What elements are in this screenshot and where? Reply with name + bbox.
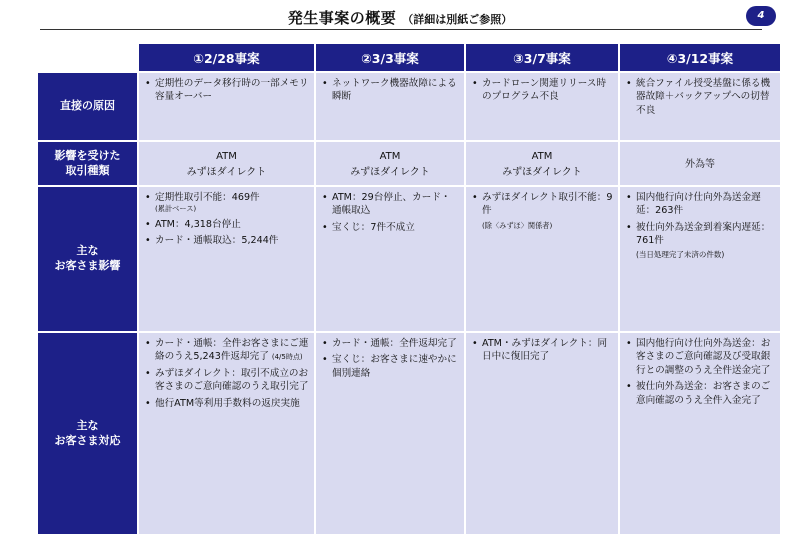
row-label-customer-response [38,333,137,534]
list-item-text: カード・通帳：全件お客さまにご連絡のうえ5,243件返却完了 [155,338,309,363]
row-label-line: 主な [76,244,99,258]
page-title: 発生事案の概要 [287,9,397,27]
list-item: • カードローン関連リリース時のプログラム不良 [471,77,613,104]
list-item-note: (累計ベース) [155,204,197,214]
title-underline [40,29,762,30]
list-item: • ATM・みずほダイレクト：同日中に復旧完了 [471,337,613,364]
list-item: • 宝くじ：7件不成立 [321,221,459,234]
row-label-line: お客さま影響 [54,259,121,272]
affected-transactions-incident-1 [139,142,314,185]
list-item: • 国内他行向け仕向外為送金：お客さまのご意向確認及び受取銀行との調整のうえ全件送金完了 [625,337,775,377]
row-label-line: 影響を受けた [54,148,121,162]
row-label-direct-cause: 直接の原因 [38,73,137,140]
customer-response-incident-1 [139,333,314,534]
list-item: • 統合ファイル授受基盤に係る機器故障＋バックアップへの切替不良 [625,77,775,117]
list-item: • ATM：29台停止、カード・通帳取込 [321,191,459,218]
incident-summary-table [38,44,772,528]
page-header [0,0,800,36]
customer-impact-incident-1 [139,187,314,331]
direct-cause-incident-3 [466,73,618,140]
transaction-type: ATM [379,150,401,162]
list-item [144,191,309,215]
transaction-type: みずほダイレクト [502,166,582,178]
row-label-affected-transactions [38,142,137,185]
list-item: • 国内他行向け仕向外為送金遅延：263件 [625,191,775,218]
list-item-text: 定期性取引不能：469件 [155,192,260,203]
direct-cause-incident-4 [620,73,780,140]
list-item: • カード・通帳：全件返却完了 [321,337,459,350]
transaction-type: ATM [531,150,553,162]
column-header-incident-4: ④3/12事案 [620,44,780,71]
list-item: • 被仕向外為送金：お客さまのご意向確認のうえ全件入金完了 [625,380,775,407]
list-item: • ATM：4,318台停止 [144,218,309,231]
row-label-line: お客さま対応 [54,433,121,447]
affected-transactions-incident-2 [316,142,464,185]
affected-transactions-incident-4 [620,142,780,185]
column-header-incident-2: ②3/3事案 [316,44,464,71]
list-item: • ネットワーク機器故障による瞬断 [321,77,459,104]
list-item: • 他行ATM等利用手数料の返戻実施 [144,397,309,410]
list-item-note: (除〈みずほ〉関係者) [482,220,553,230]
customer-impact-incident-3 [466,187,618,331]
customer-response-incident-4 [620,333,780,534]
row-label-customer-impact [38,187,137,331]
direct-cause-incident-2 [316,73,464,140]
column-header-incident-3: ③3/7事案 [466,44,618,71]
list-item: • 定期性のデータ移行時の一部メモリ容量オーバー [144,77,309,104]
cell-footnote: (当日処理完了未済の件数) [636,249,725,259]
column-header-incident-1: ①2/28事案 [139,44,314,71]
list-item-note: (4/5時点) [271,353,303,362]
page-title-block [0,7,800,28]
customer-impact-incident-2 [316,187,464,331]
customer-response-incident-2 [316,333,464,534]
list-item: • みずほダイレクト：取引不成立のお客さまのご意向確認のうえ取引完了 [144,367,309,394]
list-item-text: みずほダイレクト取引不能：9件 [482,192,613,217]
page-subtitle: （詳細は別紙ご参照） [402,13,513,26]
list-item [471,191,613,231]
page-number-badge: 4 [746,6,776,26]
table-corner [38,44,137,71]
row-label-line: 主な [76,418,99,432]
transaction-type: ATM [216,150,237,162]
transaction-type: 外為等 [685,158,715,170]
customer-response-incident-3 [466,333,618,534]
list-item [144,337,309,364]
list-item: • カード・通帳取込：5,244件 [144,234,309,247]
affected-transactions-incident-3 [466,142,618,185]
list-item: • 宝くじ：お客さまに速やかに個別連絡 [321,353,459,380]
row-label-line: 取引種類 [65,163,110,177]
customer-impact-incident-4 [620,187,780,331]
list-item: • 被仕向外為送金到着案内遅延：761件 [625,221,775,248]
direct-cause-incident-1 [139,73,314,140]
transaction-type: みずほダイレクト [186,166,267,178]
transaction-type: みずほダイレクト [350,166,430,178]
